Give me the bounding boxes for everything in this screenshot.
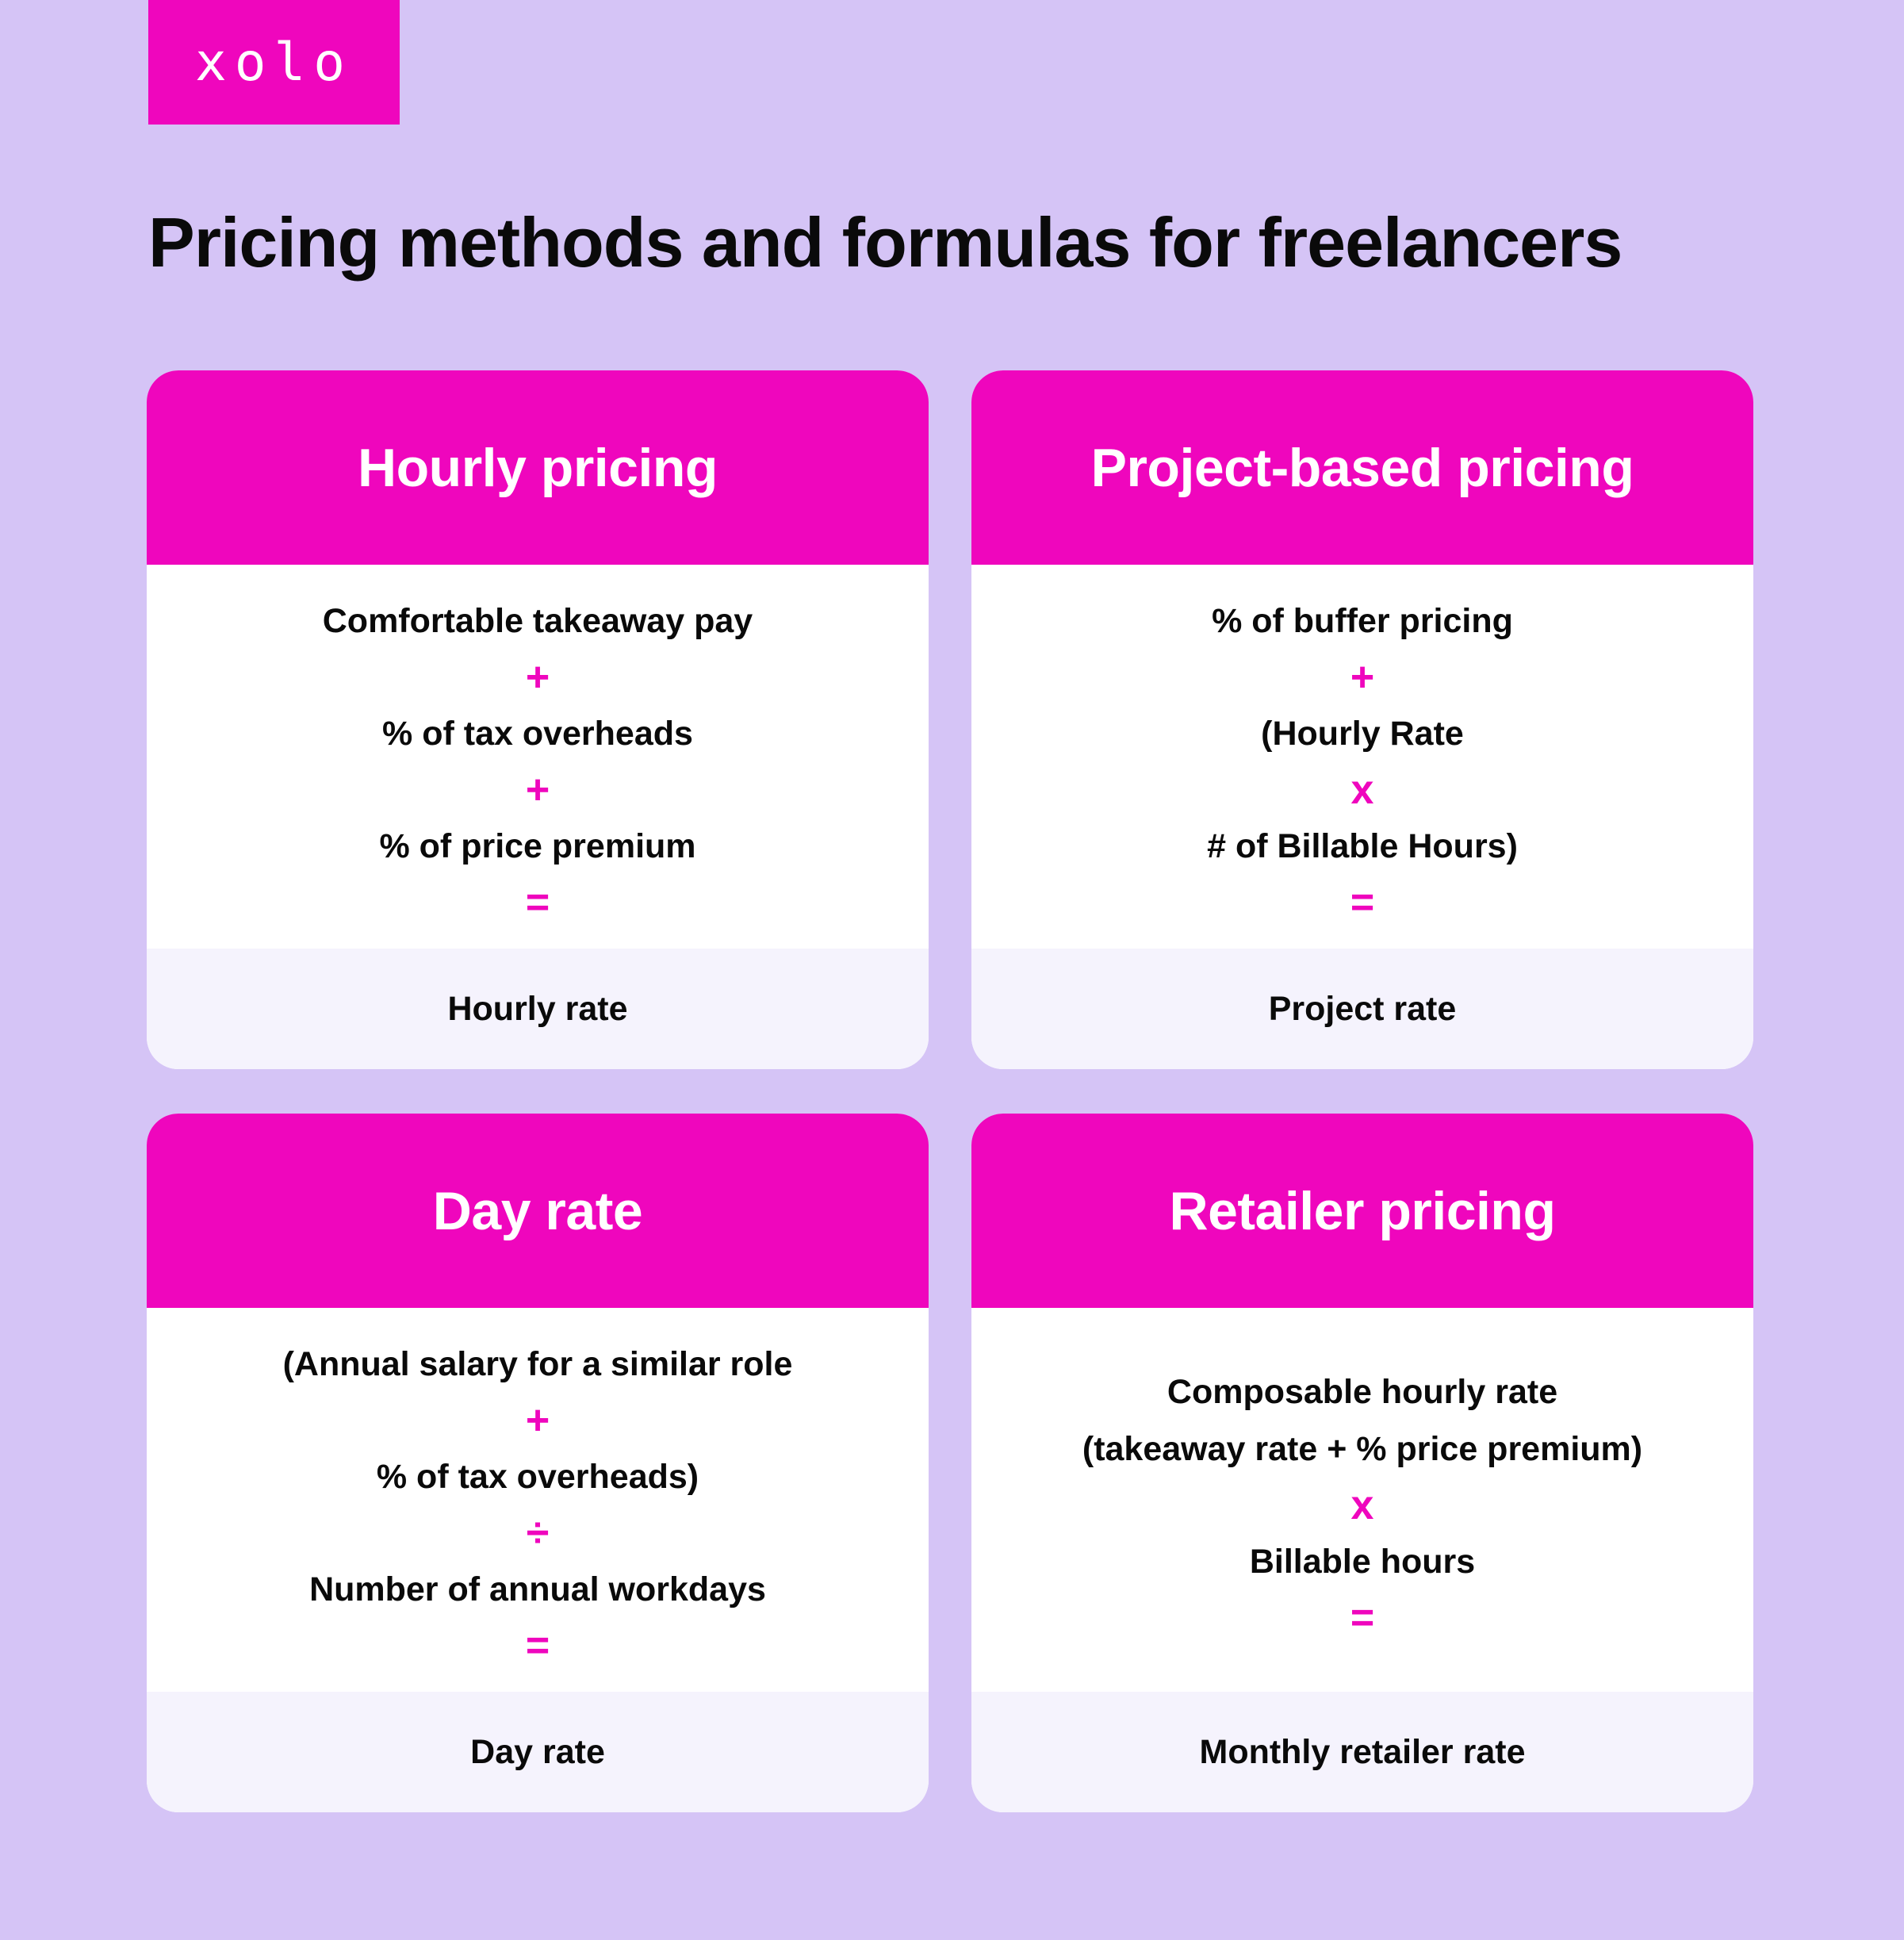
formula-term: # of Billable Hours) [1207,826,1518,865]
formula-term: Billable hours [1249,1542,1476,1581]
card-day-rate [147,1114,929,1812]
formula-term: % of buffer pricing [1212,601,1513,640]
equals-operator: = [525,1623,550,1669]
formula-term: Number of annual workdays [309,1570,766,1608]
equals-operator: = [1350,1595,1375,1641]
card-header [147,370,929,565]
formula-term: (Hourly Rate [1261,714,1464,753]
logo-text: xolo [195,31,353,93]
card-footer [147,949,929,1069]
xolo-logo [148,0,400,125]
formula-result: Hourly rate [447,989,628,1028]
plus-operator: + [525,654,550,700]
card-title: Hourly pricing [358,437,718,498]
formula-term: % of tax overheads) [376,1457,699,1496]
card-footer [147,1692,929,1812]
card-hourly-pricing [147,370,929,1069]
formula-result: Day rate [470,1732,605,1771]
plus-operator: + [525,1397,550,1443]
multiply-operator: x [1350,1482,1374,1528]
formula [971,1308,1753,1692]
card-footer [971,949,1753,1069]
plus-operator: + [525,767,550,813]
formula-result: Project rate [1268,989,1457,1028]
card-header [147,1114,929,1308]
card-header [971,1114,1753,1308]
card-retailer-pricing [971,1114,1753,1812]
formula-term: (takeaway rate + % price premium) [1082,1429,1643,1468]
equals-operator: = [1350,880,1375,926]
card-header [971,370,1753,565]
card-footer [971,1692,1753,1812]
card-title: Project-based pricing [1090,437,1634,498]
formula [971,565,1753,949]
card-project-based-pricing [971,370,1753,1069]
formula-result: Monthly retailer rate [1199,1732,1526,1771]
plus-operator: + [1350,654,1375,700]
formula [147,565,929,949]
card-title: Day rate [432,1180,643,1241]
page-title: Pricing methods and formulas for freelancers [148,203,1622,282]
divide-operator: ÷ [526,1510,550,1556]
formula-term: Composable hourly rate [1167,1372,1558,1411]
formula-term: % of tax overheads [382,714,693,753]
formula [147,1308,929,1692]
card-title: Retailer pricing [1169,1180,1556,1241]
equals-operator: = [525,880,550,926]
formula-term: (Annual salary for a similar role [282,1344,793,1383]
formula-term: Comfortable takeaway pay [322,601,753,640]
multiply-operator: x [1350,767,1374,813]
formula-term: % of price premium [379,826,696,865]
